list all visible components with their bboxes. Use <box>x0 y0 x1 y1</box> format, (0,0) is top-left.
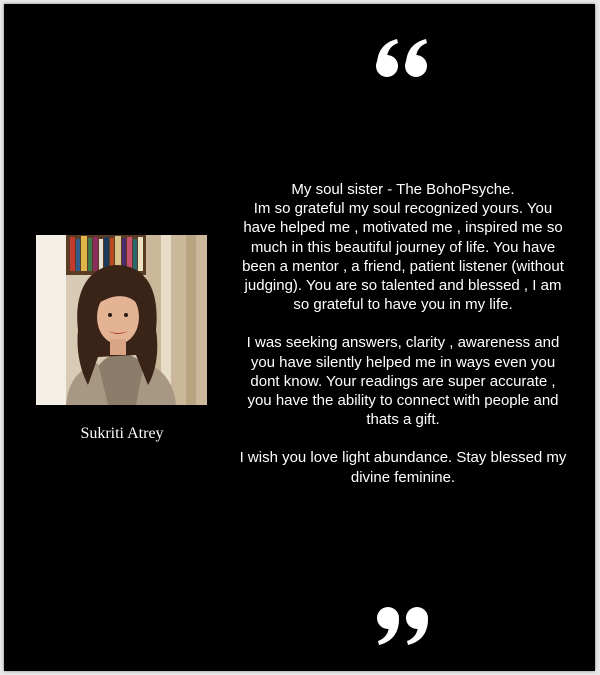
testimonial-paragraph: I was seeking answers, clarity , awareness and you have silently helped me in ways even you dont know. Your readings are super accurate , you have the ability to connect with people and thats a gift. <box>246 334 560 429</box>
author-photo <box>36 235 207 405</box>
close-quote-icon <box>372 602 432 650</box>
author-name: Sukriti Atrey <box>80 425 164 442</box>
open-quote-icon <box>372 34 432 82</box>
testimonial-paragraph: My soul sister - The BohoPsyche. Im so grateful my soul recognized yours. You have helped me , motivated me , inspired me so much in this beautiful journey of life. You have been a mentor , a friend, patient listener (without judging). You are so talented and blessed , I am so grateful to have you in my life. <box>242 181 564 314</box>
testimonial-card <box>4 4 595 671</box>
testimonial-text <box>238 180 568 506</box>
testimonial-paragraph: I wish you love light abundance. Stay blessed my divine feminine. <box>239 449 567 486</box>
